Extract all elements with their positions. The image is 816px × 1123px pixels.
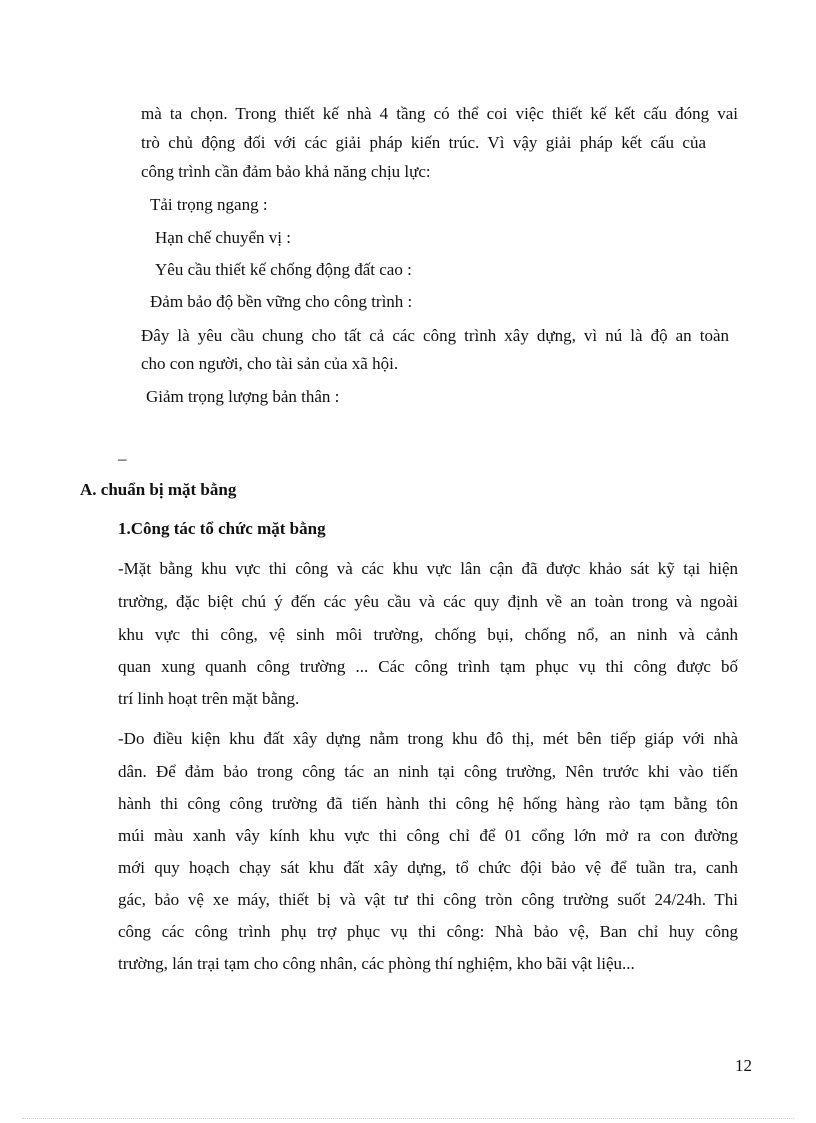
general-line-1: Đây là yêu cầu chung cho tất cả các công trình xây dựng, vì nú là độ an toàn: [141, 326, 729, 345]
paragraph1-line-2: trường, đặc biệt chú ý đến các yêu cầu và các quy định về an toàn trong và ngoài: [118, 592, 738, 611]
paragraph2-line-7: công các công trình phụ trợ phục vụ thi công: Nhà bảo vệ, Ban chỉ huy công: [118, 922, 738, 941]
paragraph2-line-2: dân. Để đảm bảo trong công tác an ninh tại công trường, Nên trước khi vào tiến: [118, 762, 738, 781]
paragraph1-line-3: khu vực thi công, vệ sinh môi trường, chống bụi, chống nổ, an ninh và cảnh: [118, 625, 738, 644]
paragraph2-line-1: -Do điều kiện khu đất xây dựng nằm trong khu đô thị, mét bên tiếp giáp với nhà: [118, 729, 738, 748]
general-line-2: cho con người, cho tài sản của xã hội.: [141, 354, 399, 373]
requirement-horizontal-load: Tải trọng ngang :: [150, 195, 268, 214]
paragraph1-line-1: -Mặt bằng khu vực thi công và các khu vực lân cận đã được khảo sát kỹ tại hiện: [118, 559, 738, 578]
dash-mark: –: [118, 449, 127, 468]
subsection-heading: 1.Công tác tổ chức mặt bằng: [118, 519, 326, 538]
requirement-durability: Đảm bảo độ bền vững cho công trình :: [150, 292, 413, 311]
page-number: 12: [735, 1056, 752, 1075]
intro-line-3: công trình cần đảm bảo khả năng chịu lực:: [141, 162, 431, 181]
intro-line-2: trò chủ động đối với các giải pháp kiến trúc. Vì vậy giải pháp kết cấu của: [141, 133, 706, 152]
paragraph2-line-4: múi màu xanh vây kính khu vực thi công chỉ để 01 cổng lớn mở ra con đường: [118, 826, 738, 845]
paragraph2-line-8: trường, lán trại tạm cho công nhân, các phòng thí nghiệm, kho bãi vật liệu...: [118, 954, 635, 973]
paragraph2-line-6: gác, bảo vệ xe máy, thiết bị và vật tư thi công tròn công trường suốt 24/24h. Thi: [118, 890, 738, 909]
weight-reduction-line: Giảm trọng lượng bản thân :: [146, 387, 340, 406]
requirement-earthquake-resistance: Yêu cầu thiết kế chống động đất cao :: [155, 260, 412, 279]
page-bottom-divider: [22, 1118, 794, 1119]
paragraph2-line-3: hành thi công công trường đã tiến hành thi công hệ hống hàng rào tạm bằng tôn: [118, 794, 738, 813]
paragraph2-line-5: mới quy hoạch chạy sát khu đất xây dựng, tổ chức đội bảo vệ để tuần tra, canh: [118, 858, 738, 877]
paragraph1-line-5: trí linh hoạt trên mặt bằng.: [118, 689, 300, 708]
requirement-displacement-limit: Hạn chế chuyển vị :: [155, 228, 291, 247]
intro-line-1: mà ta chọn. Trong thiết kế nhà 4 tầng có thể coi việc thiết kế kết cấu đóng vai: [141, 104, 738, 123]
section-heading: A. chuẩn bị mặt bằng: [80, 480, 237, 499]
paragraph1-line-4: quan xung quanh công trường ... Các công trình tạm phục vụ thi công được bố: [118, 657, 738, 676]
